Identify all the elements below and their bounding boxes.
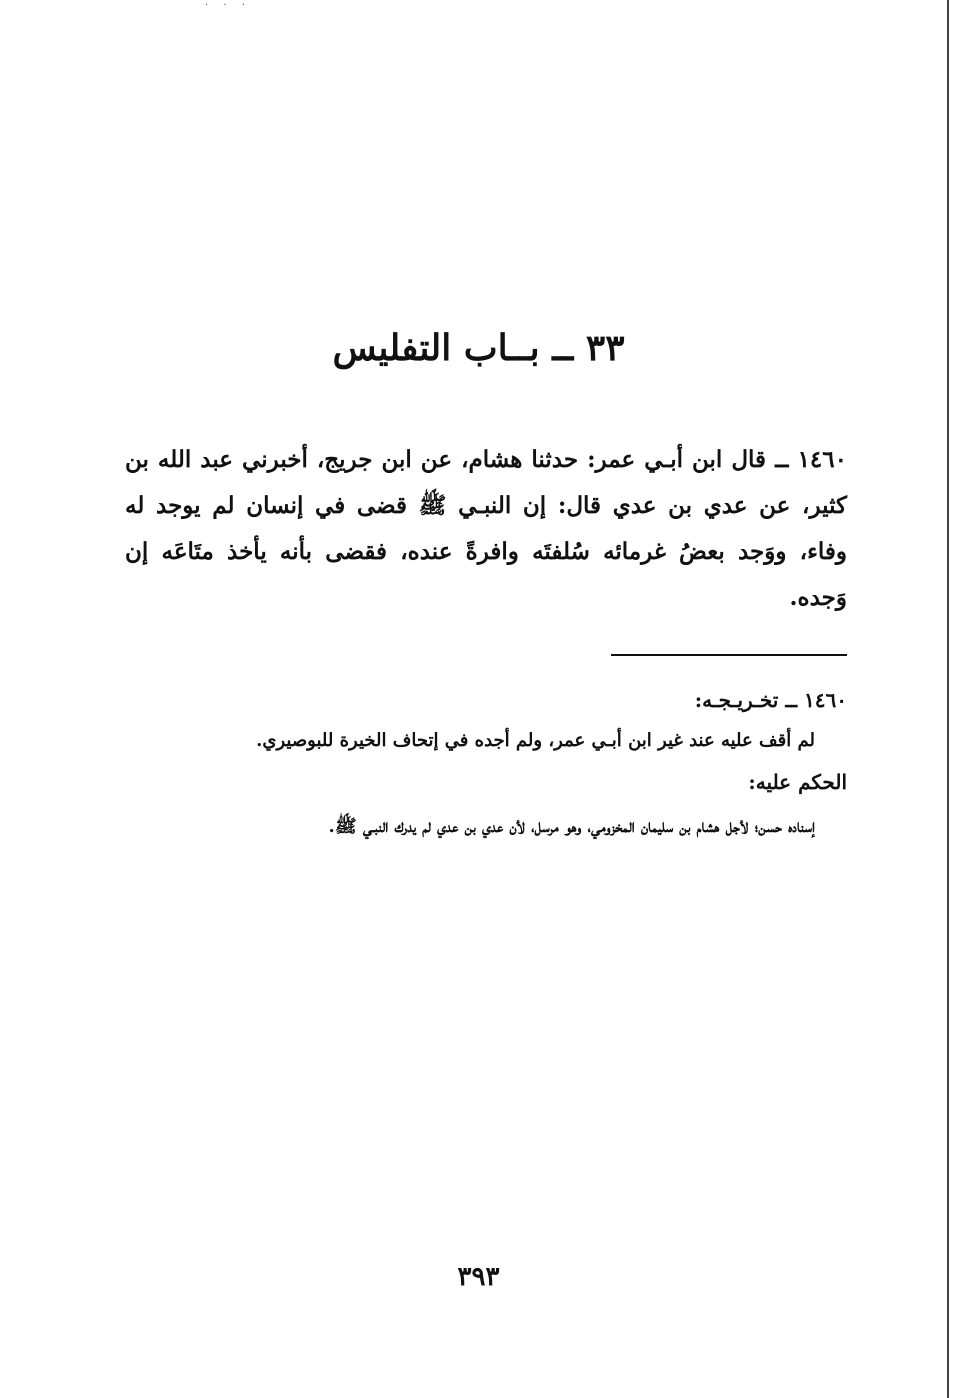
chapter-title: ٣٣ ــ بــاب التفليس: [332, 327, 625, 369]
hukm-heading: الحكم عليه:: [748, 770, 847, 794]
page-number: ٣٩٣: [457, 1262, 500, 1292]
top-edge-marks: · · ·: [205, 0, 251, 11]
page-edge-line: [947, 0, 949, 1398]
footnote-separator: [611, 654, 847, 656]
takhrij-heading: ١٤٦٠ ــ تخـريـجـه:: [694, 688, 847, 712]
takhrij-text: لم أقف عليه عند غير ابن أبـي عمر، ولم أجده في إتحاف الخيرة للبوصيري.: [256, 730, 815, 751]
hukm-text: إسناده حسن؛ لأجل هشام بن سليمان المخزومي، وهو مرسل، لأن عدي بن عدي لم يدرك النبـي ﷺ.: [328, 816, 815, 837]
hadith-text: ١٤٦٠ ــ قال ابن أبـي عمر: حدثنا هشام، عن ابن جريج، أخبرني عبد الله بن كثير، عن عدي بن عدي قال: إن النبـي ﷺ قضى في إنسان لم يوجد له وفاء، ووَجد بعضُ غرمائه سُلفتَه وافرةً عنده، فقضى بأنه يأخذ متَاعَه إن وَجده.: [125, 446, 847, 611]
